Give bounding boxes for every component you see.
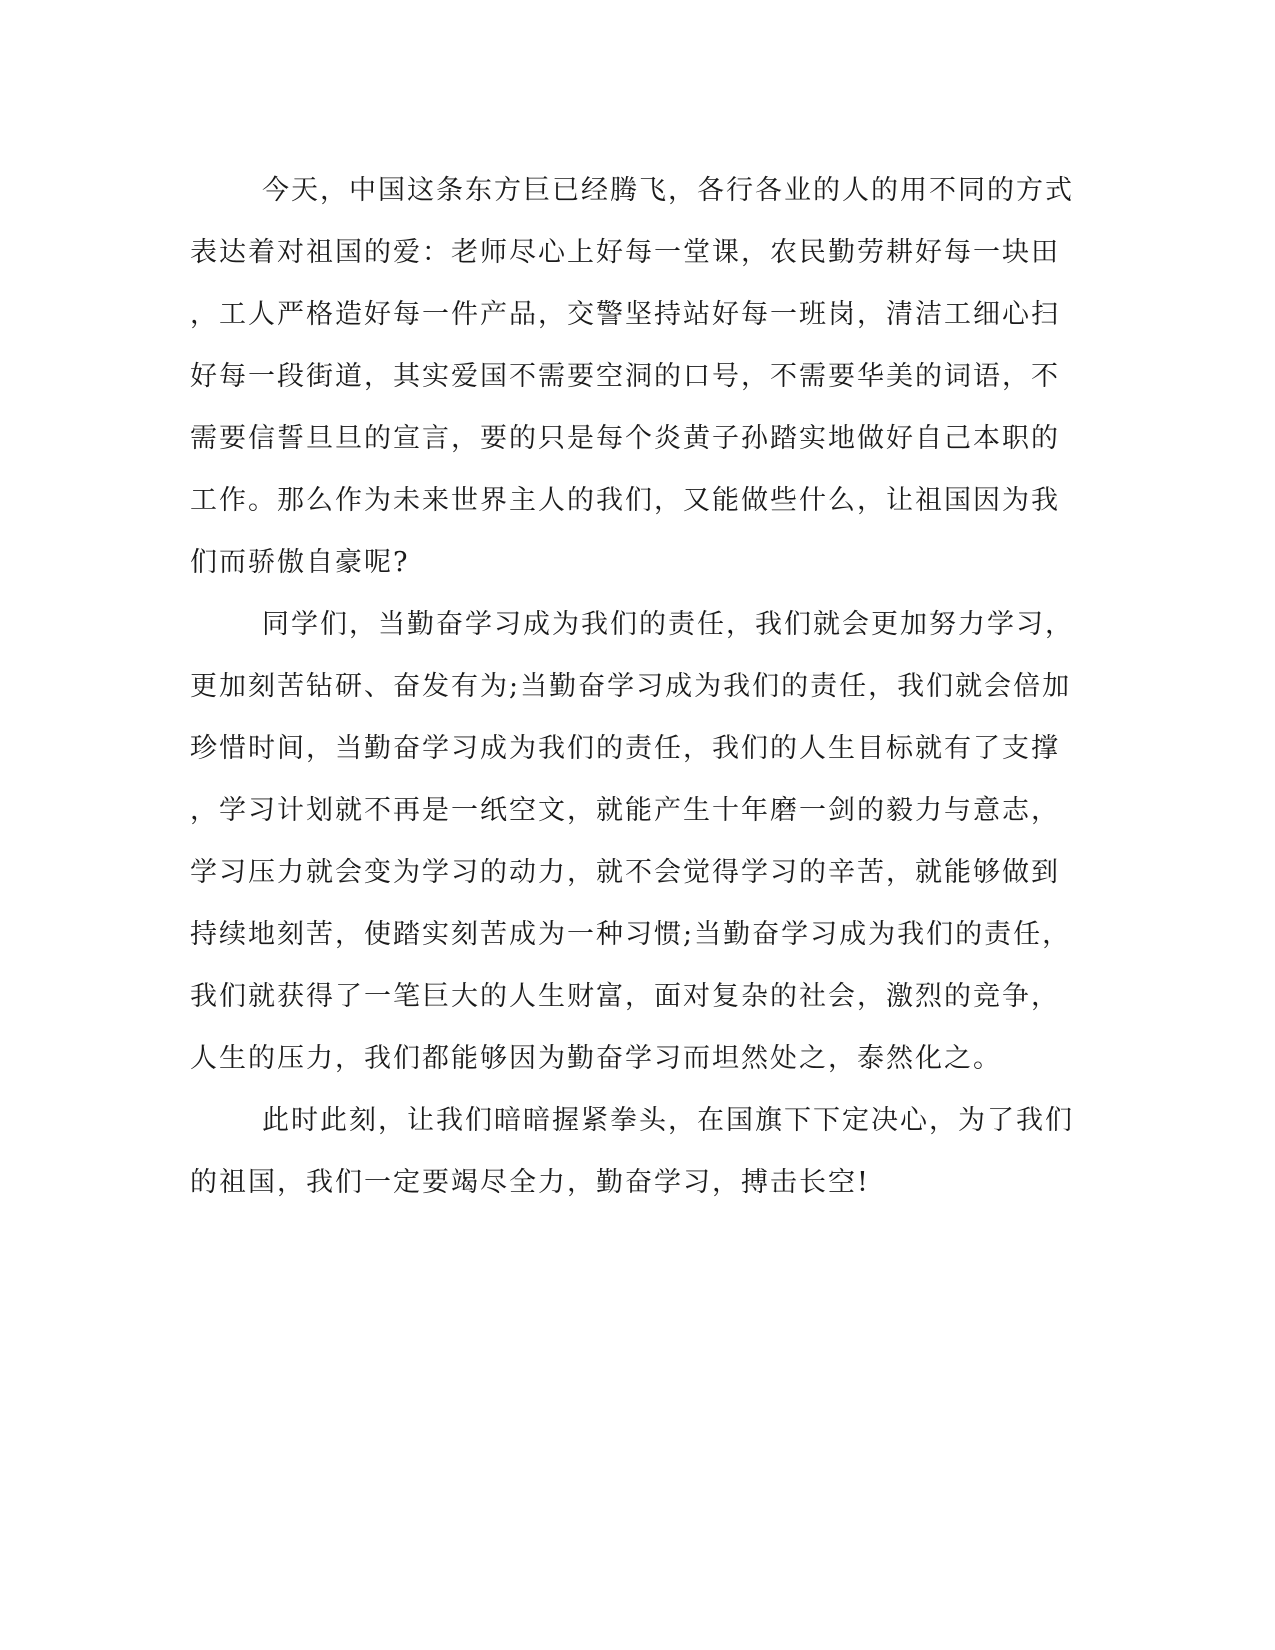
paragraph-1	[190, 160, 1090, 594]
paragraph-line: 们而骄傲自豪呢?	[190, 547, 410, 578]
paragraph-2	[190, 594, 1090, 1090]
paragraph-line: 更加刻苦钻研、奋发有为;当勤奋学习成为我们的责任，我们就会倍加	[190, 671, 1072, 702]
paragraph-line: 学习压力就会变为学习的动力，就不会觉得学习的辛苦，就能够做到	[190, 857, 1060, 888]
paragraph-line: 同学们，当勤奋学习成为我们的责任，我们就会更加努力学习，	[262, 609, 1074, 640]
paragraph-line: ，学习计划就不再是一纸空文，就能产生十年磨一剑的毅力与意志，	[190, 795, 1060, 826]
paragraph-line: 工作。那么作为未来世界主人的我们，又能做些什么，让祖国因为我	[190, 485, 1060, 516]
paragraph-line: ，工人严格造好每一件产品，交警坚持站好每一班岗，清洁工细心扫	[190, 299, 1060, 330]
paragraph-line: 今天，中国这条东方巨已经腾飞，各行各业的人的用不同的方式	[262, 175, 1074, 206]
paragraph-line: 我们就获得了一笔巨大的人生财富，面对复杂的社会，激烈的竞争，	[190, 981, 1060, 1012]
document-body	[190, 160, 1090, 1214]
paragraph-line: 表达着对祖国的爱：老师尽心上好每一堂课，农民勤劳耕好每一块田	[190, 237, 1060, 268]
paragraph-line: 的祖国，我们一定要竭尽全力，勤奋学习，搏击长空!	[190, 1167, 870, 1198]
paragraph-line: 需要信誓旦旦的宣言，要的只是每个炎黄子孙踏实地做好自己本职的	[190, 423, 1060, 454]
paragraph-line: 持续地刻苦，使踏实刻苦成为一种习惯;当勤奋学习成为我们的责任，	[190, 919, 1072, 950]
paragraph-line: 人生的压力，我们都能够因为勤奋学习而坦然处之，泰然化之。	[190, 1043, 1002, 1074]
paragraph-3	[190, 1090, 1090, 1214]
paragraph-line: 珍惜时间，当勤奋学习成为我们的责任，我们的人生目标就有了支撑	[190, 733, 1060, 764]
paragraph-line: 好每一段街道，其实爱国不需要空洞的口号，不需要华美的词语，不	[190, 361, 1060, 392]
paragraph-line: 此时此刻，让我们暗暗握紧拳头，在国旗下下定决心，为了我们	[262, 1105, 1074, 1136]
